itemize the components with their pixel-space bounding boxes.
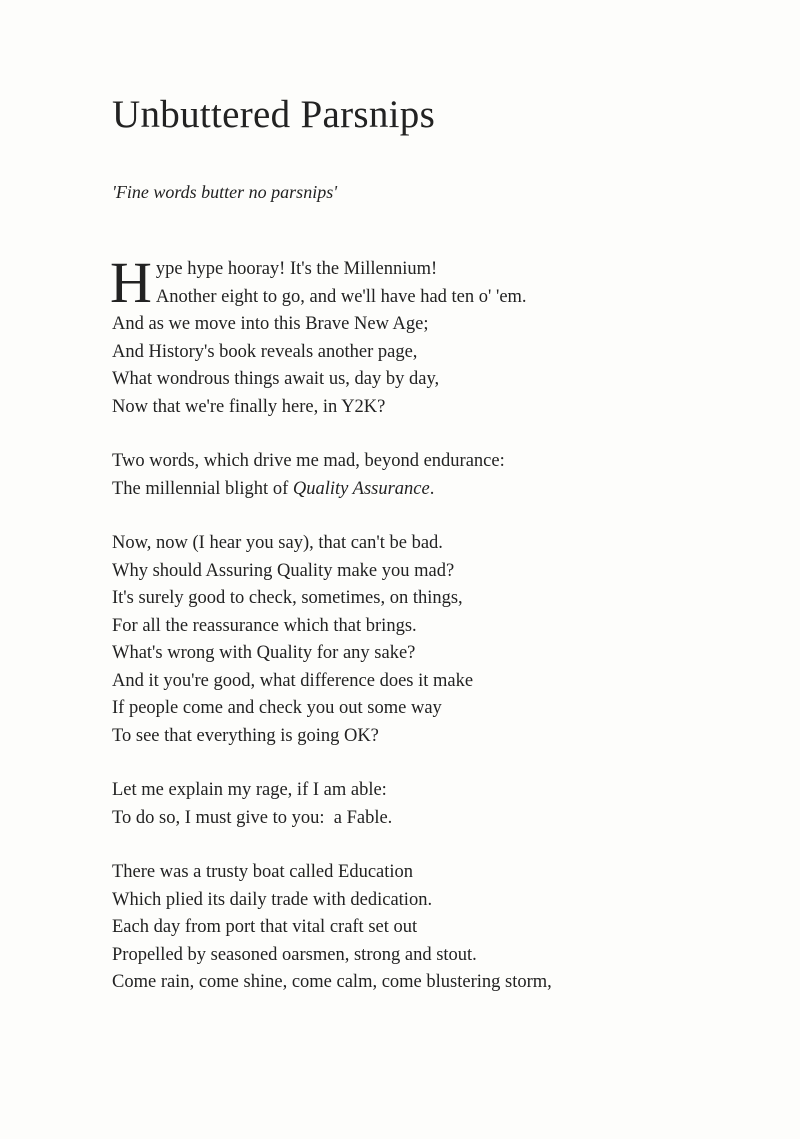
poem-line: For all the reassurance which that brings. [112, 615, 417, 636]
poem-line: Two words, which drive me mad, beyond endurance: [112, 451, 505, 472]
dropcap-block [110, 250, 732, 316]
poem-line: To see that everything is going OK? [112, 725, 379, 746]
poem-line: What wondrous things await us, day by day, [112, 369, 440, 390]
poem-line: What's wrong with Quality for any sake? [112, 643, 416, 664]
poem-line: Each day from port that vital craft set out [112, 917, 418, 938]
stanza-3 [112, 530, 732, 750]
poem-line: And History's book reveals another page, [112, 341, 418, 362]
poem-line: Let me explain my rage, if I am able: [112, 780, 387, 801]
poem-line: Why should Assuring Quality make you mad? [112, 560, 455, 581]
poem-line [112, 476, 732, 504]
poem-body [110, 250, 732, 997]
poem-line: Which plied its daily trade with dedication. [112, 889, 433, 910]
poem-line: Now that we're finally here, in Y2K? [112, 396, 386, 417]
stanza-1 [110, 250, 732, 421]
poem-line: To do so, I must give to you: a Fable. [112, 807, 393, 828]
poem-line: There was a trusty boat called Education [112, 862, 414, 883]
drop-cap-letter: H [110, 250, 152, 316]
italic-phrase: Quality Assurance [292, 478, 430, 499]
poem-line: Now, now (I hear you say), that can't be bad. [112, 533, 443, 554]
stanza-5 [112, 859, 732, 997]
line-text: The millennial blight of [112, 478, 293, 499]
poem-line: Propelled by seasoned oarsmen, strong and stout. [112, 944, 477, 965]
epigraph: 'Fine words butter no parsnips' [112, 181, 338, 202]
poem-line: Come rain, come shine, come calm, come blustering storm, [112, 972, 552, 993]
poem-line: If people come and check you out some way [112, 698, 442, 719]
stanza-2 [112, 448, 732, 503]
poem-page [112, 92, 732, 1024]
poem-line: And as we move into this Brave New Age; [112, 314, 429, 335]
stanza-4 [112, 777, 732, 832]
poem-line: And it you're good, what difference does it make [112, 670, 474, 691]
poem-line: It's surely good to check, sometimes, on things, [112, 588, 463, 609]
poem-line: Another eight to go, and we'll have had ten o' 'em. [155, 286, 527, 307]
poem-title: Unbuttered Parsnips [112, 93, 436, 136]
poem-line: ype hype hooray! It's the Millennium! [155, 259, 438, 280]
line-punctuation: . [429, 478, 435, 499]
